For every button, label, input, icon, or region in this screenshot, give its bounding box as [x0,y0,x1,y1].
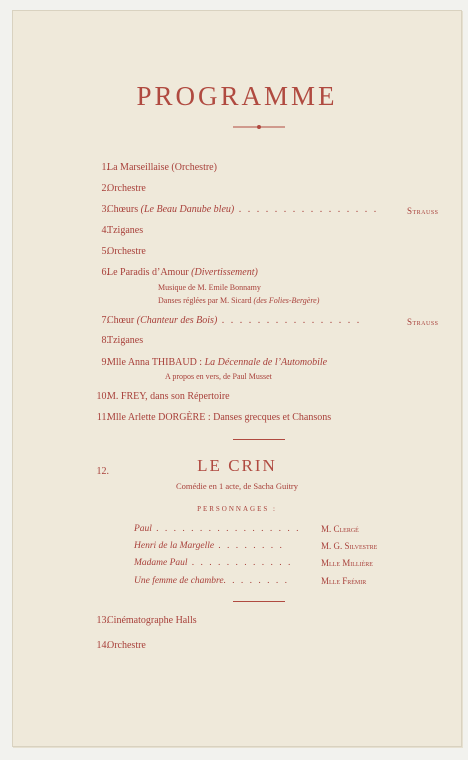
item-9-credit: A propos en vers, de Paul Musset [165,372,272,381]
cast-role: Une femme de chambre. . . . . . . . [134,576,290,586]
item-text: Cinématographe Halls [107,615,197,626]
item-number: 14. [96,640,109,651]
item-number: 5. [101,246,109,257]
item-text: Le Paradis d’Amour (Divertissement) [107,267,258,278]
ornament-divider [233,123,285,131]
item-text: M. FREY, dans son Répertoire [107,391,230,402]
item-number: 10. [96,391,109,402]
composer-label: Strauss [407,206,439,216]
cast-role: Madame Paul . . . . . . . . . . . . [134,558,293,568]
play-subtitle: Comédie en 1 acte, de Sacha Guitry [175,481,299,491]
item-number: 9. [101,357,109,368]
item-text: Mlle Arlette DORGÈRE : Danses grecques et Chansons [107,412,332,423]
divider-line [233,601,285,602]
play-title: LE CRIN [197,456,277,475]
item-number: 3. [101,204,109,215]
item-text: Orchestre [107,183,146,194]
programme-card [12,10,462,747]
item-number: 11. [96,412,109,423]
item-text: Chœur (Chanteur des Bois) . . . . . . . . . . . . . . . . [107,315,362,326]
cast-actor: M. Clergé [321,524,359,534]
item-text: La Marseillaise (Orchestre) [107,162,217,173]
item-text: Orchestre [107,246,146,257]
item-number: 7. [101,315,109,326]
cast-actor: M. G. Silvestre [321,541,378,551]
cast-actor: Mlle Millière [321,558,373,568]
personnages-heading: PERSONNAGES : [197,505,277,513]
item-text: Tziganes [107,225,144,236]
cast-role: Paul . . . . . . . . . . . . . . . . . [134,524,301,534]
item-number: 6. [101,267,109,278]
item-text: Orchestre [107,640,146,651]
item-number: 13. [96,615,109,626]
item-text: Chœurs (Le Beau Danube bleu) . . . . . . . . . . . . . . . . [107,204,379,215]
item-text: Tziganes [107,335,144,346]
divider-line [233,439,285,440]
cast-actor: Mlle Frémir [321,576,367,586]
item-number: 4. [101,225,109,236]
composer-label: Strauss [407,317,439,327]
cast-role: Henri de la Margelle . . . . . . . . [134,541,285,551]
item-6-music-credit: Musique de M. Emile Bonnamy [158,283,261,292]
programme-title: PROGRAMME [136,81,338,111]
item-number: 2. [101,183,109,194]
item-number: 12. [96,466,109,477]
item-6-dance-credit: Danses réglées par M. Sicard (des Folies-Bergère) [158,296,320,305]
item-number: 1. [101,162,109,173]
item-text: Mlle Anna THIBAUD : La Décennale de l’Automobile [107,357,328,368]
item-number: 8. [101,335,109,346]
